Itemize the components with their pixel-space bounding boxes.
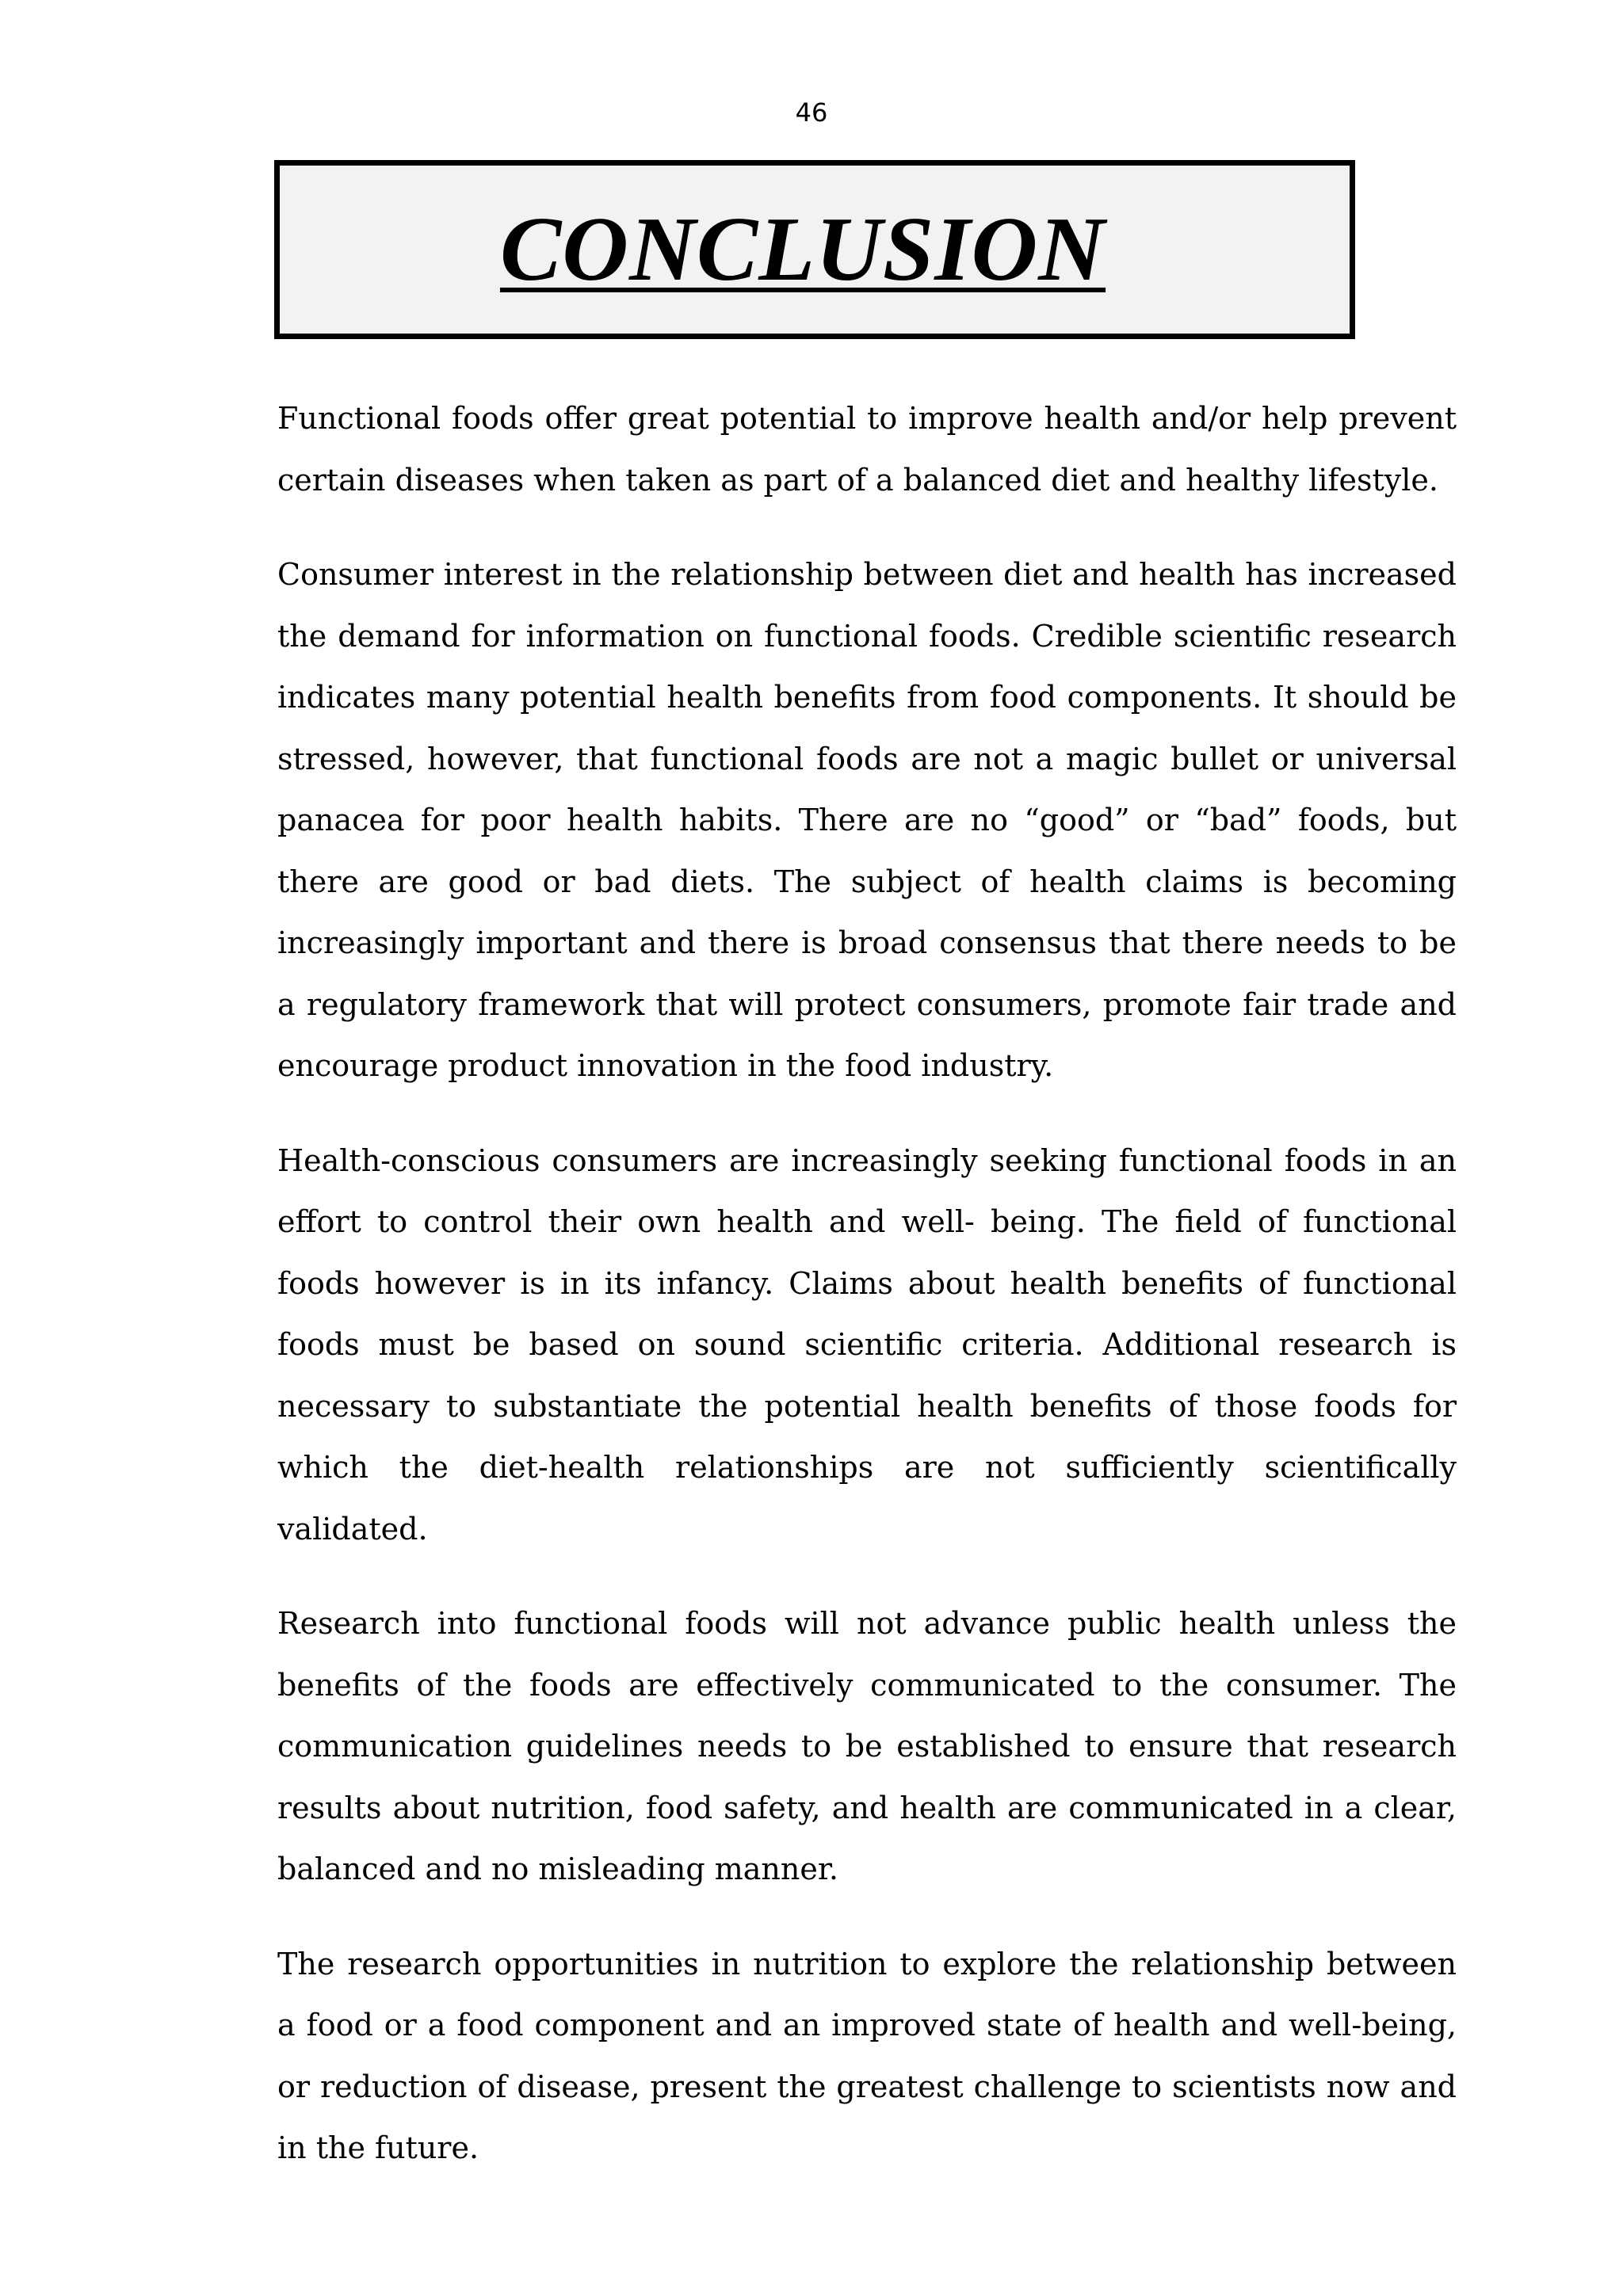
- paragraph-3: Health-conscious consumers are increasingly seeking functional foods in an effort to control their own health and well- being. The field of functional foods however is in its infancy. Claims about health benefits of functional foods must be based on sound scientific criteria. Additional research is necessary to substantiate the potential health benefits of those foods for which the diet-health relationships are not sufficiently scientifically validated.: [277, 1142, 1457, 1547]
- paragraph-4: Research into functional foods will not advance public health unless the benefits of the foods are effectively communicated to the consumer. The communication guidelines needs to be established to ensure that research results about nutrition, food safety, and health are communicated in a clear, balanced and no misleading manner.: [277, 1606, 1457, 1886]
- paragraph-1: Functional foods offer great potential to improve health and/or help prevent certain diseases when taken as part of a balanced diet and healthy lifestyle.: [277, 401, 1457, 498]
- page-title: CONCLUSION: [499, 199, 1106, 300]
- title-box: [274, 160, 1355, 339]
- body-text: [277, 388, 1457, 2213]
- paragraph-5: The research opportunities in nutrition to explore the relationship between a food or a food component and an improved state of health and well-being, or reduction of disease, present the greatest challenge to scientists now and in the future.: [277, 1946, 1457, 2165]
- page-number: 46: [795, 97, 828, 128]
- paragraph-2: Consumer interest in the relationship between diet and health has increased the demand for information on functional foods. Credible scientific research indicates many potential health benefits from food components. It should be stressed, however, that functional foods are not a magic bullet or universal panacea for poor health habits. There are no “good” or “bad” foods, but there are good or bad diets. The subject of health claims is becoming increasingly important and there is broad consensus that there needs to be a regulatory framework that will protect consumers, promote fair trade and encourage product innovation in the food industry.: [277, 557, 1457, 1083]
